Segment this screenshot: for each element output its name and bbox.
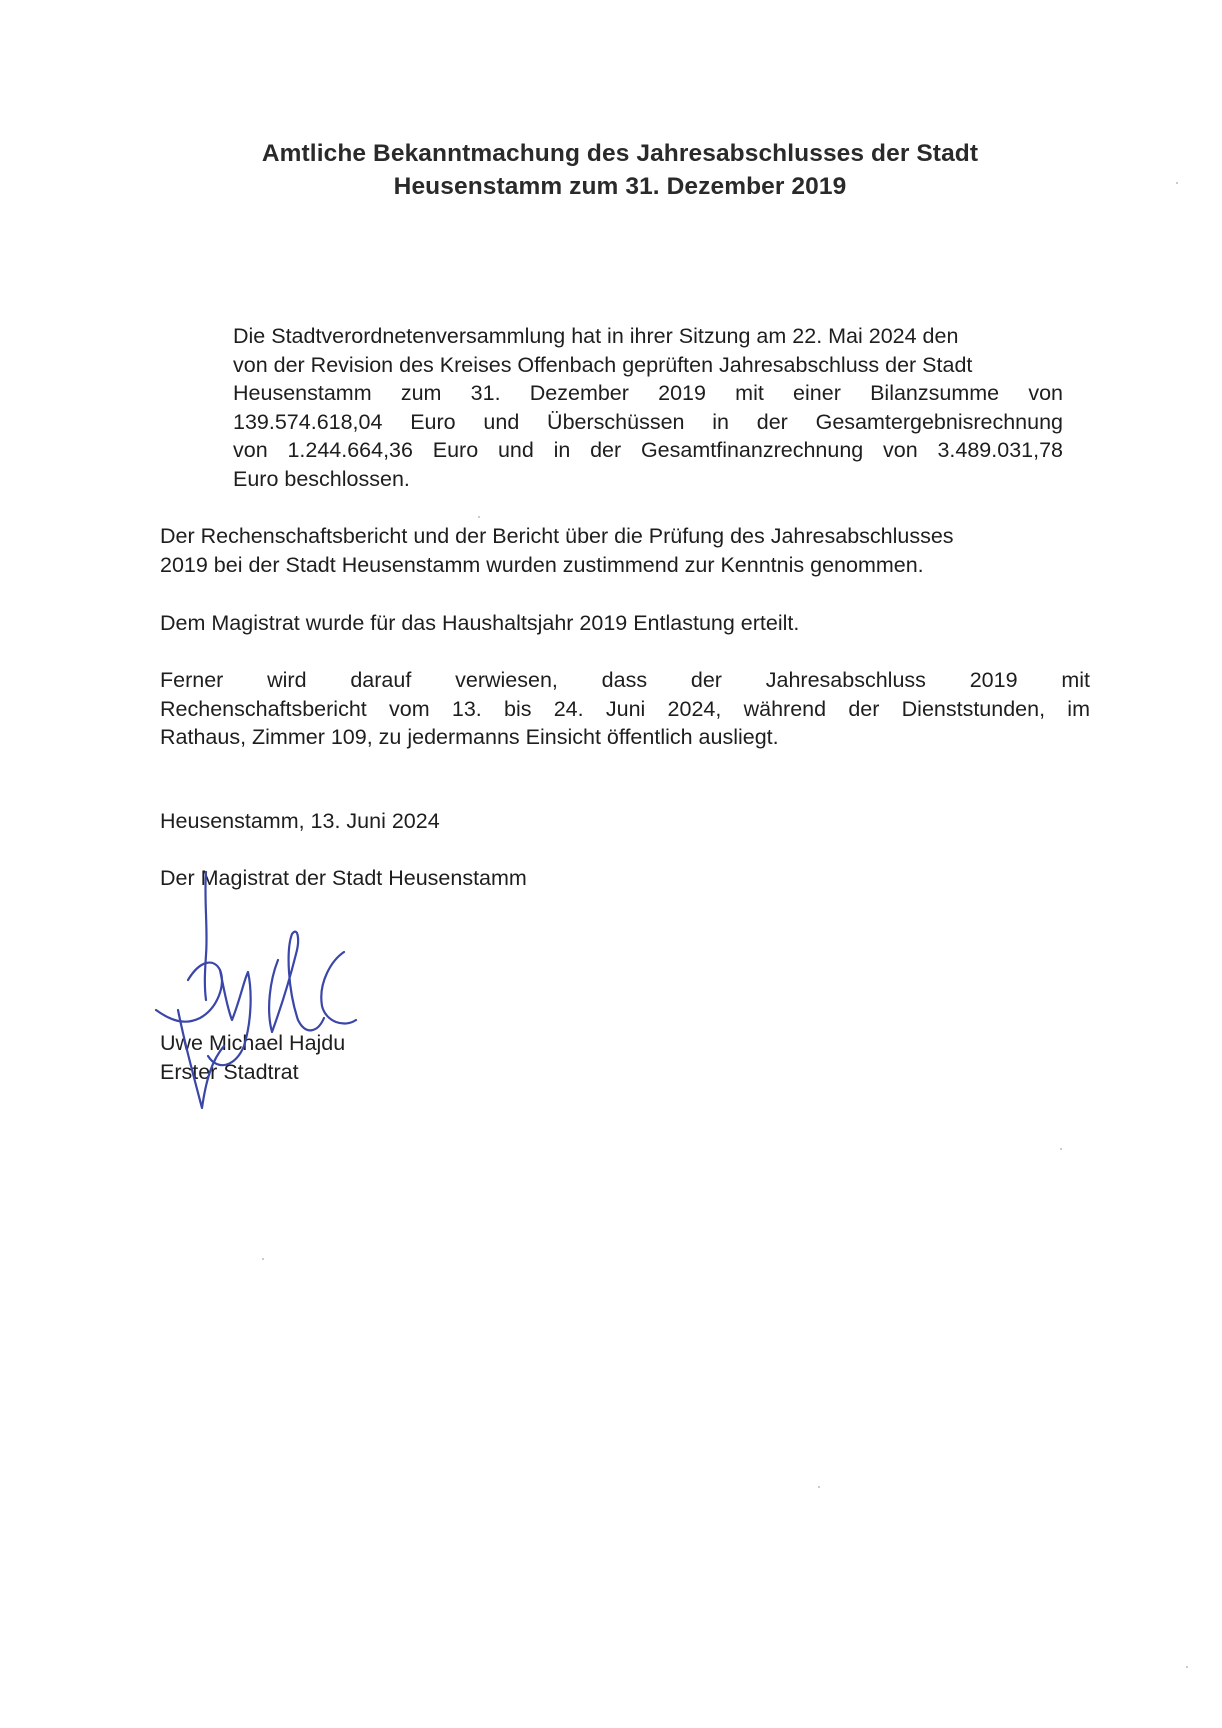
paragraph-line: 2019 bei der Stadt Heusenstamm wurden zustimmend zur Kenntnis genommen. <box>160 552 924 577</box>
report-paragraph <box>160 522 1090 579</box>
paragraph-line: Dem Magistrat wurde für das Haushaltsjahr 2019 Entlastung erteilt. <box>160 611 800 635</box>
signer-title: Erster Stadtrat <box>160 1059 299 1084</box>
paragraph-line: Der Rechenschaftsbericht und der Bericht über die Prüfung des Jahresabschlusses <box>160 524 954 548</box>
paragraph-line: Ferner wird darauf verwiesen, dass der Jahresabschluss 2019 mit <box>160 668 1090 692</box>
title-line: Heusenstamm zum 31. Dezember 2019 <box>393 173 847 200</box>
signer-name: Uwe Michael Hajdu <box>160 1031 346 1055</box>
paragraph-line: Rechenschaftsbericht vom 13. bis 24. Juni 2024, während der Dienststunden, im <box>160 696 1090 721</box>
signature-stroke <box>269 932 324 1032</box>
place-date <box>160 807 760 836</box>
authority-text: Der Magistrat der Stadt Heusenstamm <box>160 866 527 890</box>
paragraph-line: Rathaus, Zimmer 109, zu jedermanns Einsicht öffentlich ausliegt. <box>160 725 779 750</box>
scan-speck <box>478 516 480 518</box>
signature-stroke <box>321 952 356 1024</box>
paragraph-line: Die Stadtverordnetenversammlung hat in ihrer Sitzung am 22. Mai 2024 den <box>233 324 959 348</box>
place-date-text: Heusenstamm, 13. Juni 2024 <box>160 809 440 833</box>
scan-speck <box>262 1258 264 1260</box>
paragraph-line: von 1.244.664,36 Euro und in der Gesamtfinanzrechnung von 3.489.031,78 <box>233 438 1063 463</box>
scan-speck <box>1060 1148 1062 1150</box>
inspection-paragraph <box>160 666 1090 752</box>
issuing-authority <box>160 864 760 893</box>
signature-stroke <box>156 963 222 1022</box>
paragraph-line: Euro beschlossen. <box>233 466 410 491</box>
title-line: Amtliche Bekanntmachung des Jahresabschlusses der Stadt <box>261 140 979 167</box>
discharge-paragraph <box>160 609 1090 638</box>
paragraph-line: von der Revision des Kreises Offenbach geprüften Jahresabschluss der Stadt <box>233 352 973 377</box>
signer-block <box>160 1029 760 1086</box>
scan-speck <box>1186 1666 1188 1668</box>
scan-speck <box>1176 182 1178 184</box>
document-title <box>160 137 1080 203</box>
paragraph-line: Heusenstamm zum 31. Dezember 2019 mit einer Bilanzsumme von <box>233 381 1063 406</box>
resolution-paragraph <box>233 322 1063 494</box>
paragraph-line: 139.574.618,04 Euro und Überschüssen in der Gesamtergebnisrechnung <box>233 409 1063 434</box>
scan-speck <box>818 1486 820 1488</box>
